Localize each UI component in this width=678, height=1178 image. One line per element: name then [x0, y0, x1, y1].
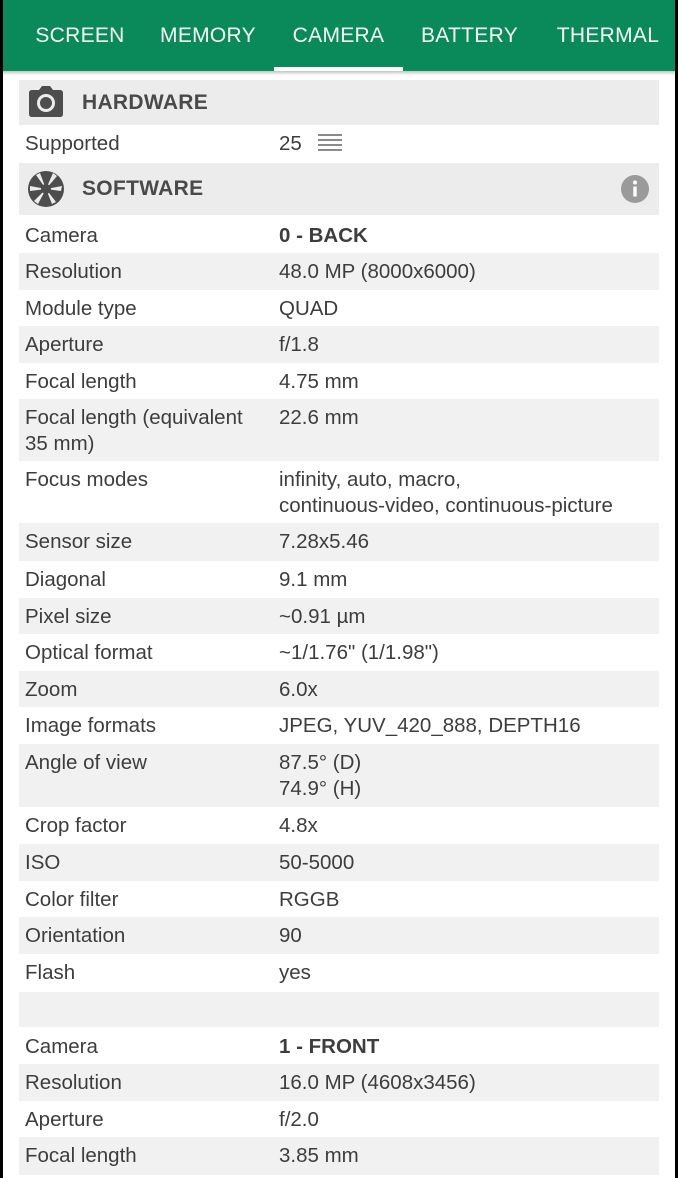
tab-camera[interactable]: CAMERA — [292, 23, 385, 47]
row-label: Focus modes — [25, 468, 149, 491]
row-label: Crop factor — [25, 814, 127, 837]
back-focal-length-row — [19, 363, 659, 399]
tab-memory[interactable]: MEMORY — [160, 23, 256, 47]
front-focal-length-row — [19, 1137, 659, 1175]
row-value: RGGB — [279, 888, 340, 911]
row-value: 1 - FRONT — [279, 1035, 380, 1058]
row-label: Resolution — [25, 1071, 122, 1094]
front-camera-id-row — [19, 1028, 659, 1064]
active-tab-indicator — [274, 67, 403, 71]
back-optical-format-row — [19, 634, 659, 671]
back-flash-row — [19, 954, 659, 991]
hardware-section-header — [19, 80, 659, 125]
back-module-type-row — [19, 290, 659, 326]
row-value: 4.75 mm — [279, 370, 359, 393]
row-value: QUAD — [279, 297, 339, 320]
row-value: 9.1 mm — [279, 568, 348, 591]
row-label: Module type — [25, 297, 137, 320]
row-label: Image formats — [25, 714, 157, 737]
camera-icon — [26, 82, 66, 122]
row-label: Camera — [25, 224, 98, 247]
row-value: JPEG, YUV_420_888, DEPTH16 — [279, 714, 581, 737]
tab-bar — [0, 0, 678, 71]
front-aperture-row — [19, 1101, 659, 1137]
row-label: Optical format — [25, 641, 153, 664]
software-section-header — [19, 163, 659, 215]
tab-screen[interactable]: SCREEN — [35, 23, 125, 47]
back-diagonal-row — [19, 561, 659, 598]
row-value: 7.28x5.46 — [279, 530, 370, 553]
row-value: 22.6 mm — [279, 406, 359, 429]
row-label: Resolution — [25, 260, 122, 283]
supported-row — [19, 125, 659, 163]
tab-battery[interactable]: BATTERY — [420, 23, 518, 47]
row-label: Pixel size — [25, 605, 112, 628]
row-label: Aperture — [25, 333, 104, 356]
row-label: Angle of view — [25, 751, 147, 774]
row-value: 50-5000 — [279, 851, 355, 874]
supported-count: 25 — [279, 132, 302, 155]
row-label: Focal length — [25, 370, 137, 393]
front-resolution-row — [19, 1064, 659, 1101]
back-sensor-size-row — [19, 523, 659, 561]
back-focus-modes-row — [19, 461, 659, 523]
aperture-icon — [26, 169, 66, 209]
software-section-title: SOFTWARE — [82, 177, 204, 200]
row-label: ISO — [25, 851, 61, 874]
supported-label: Supported — [25, 132, 120, 155]
row-value: 0 - BACK — [279, 224, 368, 247]
row-label: Diagonal — [25, 568, 106, 591]
row-label: Camera — [25, 1035, 98, 1058]
row-value: 16.0 MP (4608x3456) — [279, 1071, 476, 1094]
row-value: 90 — [279, 924, 302, 947]
info-icon[interactable] — [621, 175, 649, 203]
tab-thermal[interactable]: THERMAL — [556, 23, 660, 47]
value-line: 87.5° (D) — [279, 751, 362, 774]
hardware-section-title: HARDWARE — [82, 91, 209, 114]
row-value: 4.8x — [279, 814, 318, 837]
row-label: Focal length — [25, 1144, 137, 1167]
back-resolution-row — [19, 253, 659, 290]
row-value — [279, 744, 659, 802]
row-value: ~1/1.76" (1/1.98") — [279, 641, 439, 664]
back-color-filter-row — [19, 881, 659, 917]
row-label: Aperture — [25, 1108, 104, 1131]
value-line: continuous-video, continuous-picture — [279, 494, 613, 517]
left-edge — [0, 0, 3, 1178]
back-image-formats-row — [19, 707, 659, 744]
row-label: Sensor size — [25, 530, 133, 553]
row-value: f/2.0 — [279, 1108, 319, 1131]
row-label: Focal length (equivalent 35 mm) — [25, 406, 243, 455]
row-label: Color filter — [25, 888, 119, 911]
row-label: Flash — [25, 961, 76, 984]
list-icon[interactable] — [318, 132, 342, 158]
back-crop-factor-row — [19, 807, 659, 844]
back-orientation-row — [19, 917, 659, 954]
back-zoom-row — [19, 671, 659, 707]
back-focal-length-equiv-row — [19, 399, 659, 461]
row-value: 48.0 MP (8000x6000) — [279, 260, 476, 283]
back-camera-id-row — [19, 217, 659, 253]
camera-separator — [19, 992, 659, 1027]
row-label: Zoom — [25, 678, 78, 701]
supported-value — [279, 125, 659, 158]
back-pixel-size-row — [19, 598, 659, 634]
row-value: 3.85 mm — [279, 1144, 359, 1167]
value-line: infinity, auto, macro, — [279, 468, 461, 491]
value-line: 74.9° (H) — [279, 777, 362, 800]
back-aperture-row — [19, 326, 659, 363]
row-label: Orientation — [25, 924, 126, 947]
row-value: 6.0x — [279, 678, 318, 701]
back-angle-of-view-row — [19, 744, 659, 807]
row-value — [279, 461, 659, 519]
row-value: yes — [279, 961, 311, 984]
row-value: ~0.91 µm — [279, 605, 366, 628]
back-iso-row — [19, 844, 659, 881]
row-value: f/1.8 — [279, 333, 319, 356]
